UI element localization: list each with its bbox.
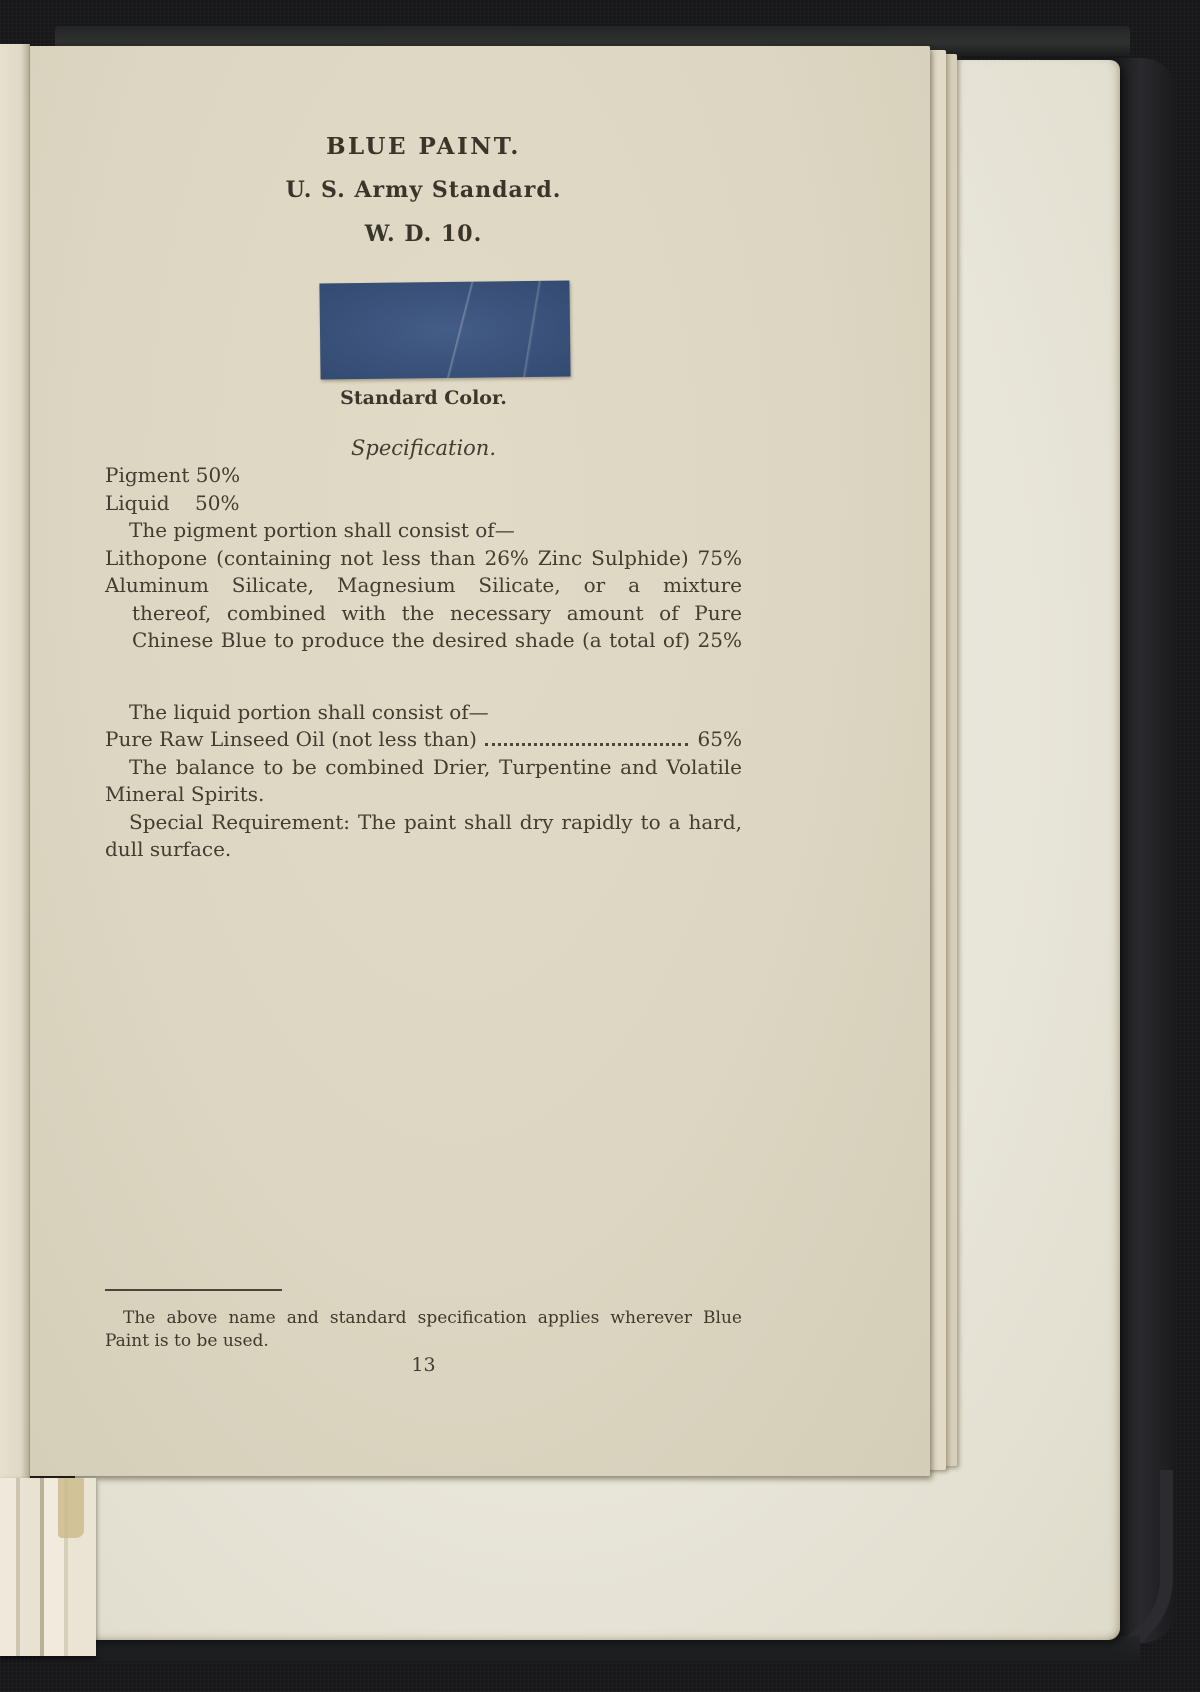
footnote-line: Paint is to be used. [105, 1331, 269, 1351]
leader-label: Pure Raw Linseed Oil (not less than) [105, 727, 477, 751]
previous-page-edge [0, 44, 30, 1480]
spec-line: The balance to be combined Drier, Turpentine and Volatile [129, 754, 742, 779]
spec-line [105, 655, 742, 699]
spec-line: Pigment 50% [105, 463, 241, 487]
spec-line [105, 726, 742, 754]
book-page [20, 46, 930, 1476]
spec-line: Liquid 50% [105, 490, 240, 515]
footnote-line: The above name and standard specification applies wherever Blue [123, 1308, 742, 1328]
footnote-rule [105, 1289, 282, 1291]
spec-line: Lithopone (containing not less than 26% Zinc Sulphide) 75% [105, 545, 742, 570]
designation-code: W. D. 10. [364, 221, 483, 247]
spec-lines [105, 462, 742, 864]
dot-leader [485, 743, 688, 746]
glue-residue [58, 1478, 84, 1538]
spec-line: The liquid portion shall consist of— [129, 699, 489, 724]
spec-line: Special Requirement: The paint shall dry rapidly to a hard, [129, 809, 742, 834]
footnote [105, 1289, 742, 1353]
spec-line: Chinese Blue to produce the desired shade (a total of) 25% [132, 628, 742, 652]
book-cover-right-edge [1118, 58, 1176, 1643]
spec-line: The pigment portion shall consist of— [129, 518, 515, 542]
swatch-caption: Standard Color. [340, 387, 507, 409]
spec-line: Mineral Spirits. [105, 782, 265, 806]
leader-value: 65% [697, 727, 742, 751]
color-swatch [319, 280, 570, 379]
page-number: 13 [411, 1354, 436, 1376]
page-subtitle: U. S. Army Standard. [285, 177, 562, 203]
spec-line: dull surface. [105, 837, 232, 861]
spec-line: Aluminum Silicate, Magnesium Silicate, or a mixture [105, 573, 742, 597]
section-heading: Specification. [350, 436, 497, 460]
page-content [20, 46, 930, 1476]
page-title: BLUE PAINT. [326, 133, 521, 160]
spec-line: thereof, combined with the necessary amount of Pure [132, 600, 742, 625]
